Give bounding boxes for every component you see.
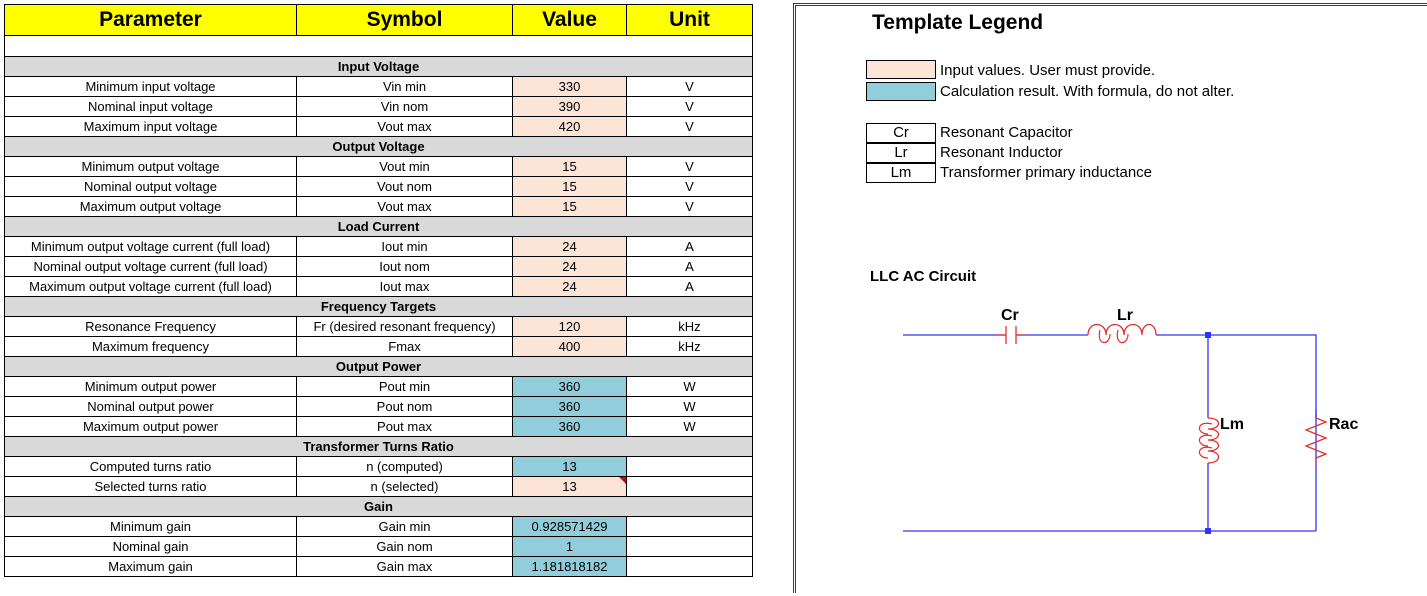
section-title[interactable]: Input Voltage <box>5 57 753 77</box>
table-row <box>5 197 753 217</box>
value-cell[interactable]: 390 <box>513 97 627 117</box>
section-input-voltage <box>5 57 753 77</box>
value-cell[interactable]: 15 <box>513 157 627 177</box>
section-load-current <box>5 217 753 237</box>
unit-cell[interactable] <box>627 457 753 477</box>
label-lr: Lr <box>1117 307 1133 324</box>
symbol-cell[interactable]: n (computed) <box>297 457 513 477</box>
section-output-power <box>5 357 753 377</box>
table-row <box>5 417 753 437</box>
parameter-cell[interactable]: Nominal output voltage <box>5 177 297 197</box>
section-frequency-targets <box>5 297 753 317</box>
parameter-cell[interactable]: Resonance Frequency <box>5 317 297 337</box>
unit-cell[interactable]: kHz <box>627 337 753 357</box>
capacitor-cr <box>996 326 1026 344</box>
blank-row <box>5 36 753 57</box>
blank-cell[interactable] <box>5 36 753 57</box>
symbol-cell[interactable]: Fr (desired resonant frequency) <box>297 317 513 337</box>
section-title[interactable]: Load Current <box>5 217 753 237</box>
symbol-cr: Cr <box>866 123 936 143</box>
symbol-lr: Lr <box>866 143 936 163</box>
table-row <box>5 177 753 197</box>
label-cr: Cr <box>1001 307 1019 324</box>
unit-cell[interactable]: V <box>627 197 753 217</box>
parameter-cell[interactable]: Maximum frequency <box>5 337 297 357</box>
table-row <box>5 377 753 397</box>
table-row <box>5 477 753 497</box>
unit-cell[interactable]: V <box>627 77 753 97</box>
value-cell[interactable]: 400 <box>513 337 627 357</box>
symbol-cell[interactable]: Vout nom <box>297 177 513 197</box>
parameter-cell[interactable]: Maximum output voltage current (full load) <box>5 277 297 297</box>
value-cell[interactable]: 24 <box>513 277 627 297</box>
symbol-cell[interactable]: Gain nom <box>297 537 513 557</box>
value-cell[interactable]: 0.928571429 <box>513 517 627 537</box>
parameter-cell[interactable]: Minimum output power <box>5 377 297 397</box>
unit-cell[interactable]: V <box>627 157 753 177</box>
symbol-lm: Lm <box>866 163 936 183</box>
section-title[interactable]: Gain <box>5 497 753 517</box>
unit-cell[interactable]: W <box>627 397 753 417</box>
section-output-voltage <box>5 137 753 157</box>
header-row <box>5 5 753 36</box>
value-cell[interactable]: 420 <box>513 117 627 137</box>
symbol-cell[interactable]: Vout max <box>297 117 513 137</box>
section-title[interactable]: Frequency Targets <box>5 297 753 317</box>
value-cell[interactable]: 360 <box>513 397 627 417</box>
value-cell[interactable]: 330 <box>513 77 627 97</box>
table-row <box>5 117 753 137</box>
table-row <box>5 317 753 337</box>
value-cell[interactable]: 1 <box>513 537 627 557</box>
section-title[interactable]: Output Power <box>5 357 753 377</box>
symbol-cell[interactable]: Vout min <box>297 157 513 177</box>
parameter-cell[interactable]: Minimum gain <box>5 517 297 537</box>
unit-cell[interactable] <box>627 477 753 497</box>
parameter-cell[interactable]: Nominal input voltage <box>5 97 297 117</box>
parameter-cell[interactable]: Nominal gain <box>5 537 297 557</box>
symbol-cell[interactable]: n (selected) <box>297 477 513 497</box>
parameter-cell[interactable]: Maximum output voltage <box>5 197 297 217</box>
table-row <box>5 457 753 477</box>
input-legend-text: Input values. User must provide. <box>940 62 1156 79</box>
parameter-cell[interactable]: Minimum output voltage <box>5 157 297 177</box>
table-row <box>5 397 753 417</box>
table-row <box>5 537 753 557</box>
header-parameter[interactable]: Parameter <box>5 5 297 36</box>
unit-cell[interactable]: W <box>627 377 753 397</box>
table-row <box>5 257 753 277</box>
parameter-cell[interactable]: Maximum output power <box>5 417 297 437</box>
junction-bottom <box>1205 528 1211 534</box>
value-cell[interactable]: 24 <box>513 237 627 257</box>
table-row <box>5 517 753 537</box>
inductor-lr <box>1088 325 1156 343</box>
parameter-table <box>4 4 753 577</box>
section-title[interactable]: Output Voltage <box>5 137 753 157</box>
parameter-cell[interactable]: Maximum input voltage <box>5 117 297 137</box>
symbol-cell[interactable]: Vin min <box>297 77 513 97</box>
symbol-cell[interactable]: Fmax <box>297 337 513 357</box>
parameter-cell[interactable]: Nominal output power <box>5 397 297 417</box>
parameter-cell[interactable]: Selected turns ratio <box>5 477 297 497</box>
parameter-cell[interactable]: Nominal output voltage current (full load) <box>5 257 297 277</box>
parameter-cell[interactable]: Computed turns ratio <box>5 457 297 477</box>
value-cell[interactable]: 1.181818182 <box>513 557 627 577</box>
unit-cell[interactable]: kHz <box>627 317 753 337</box>
section-title[interactable]: Transformer Turns Ratio <box>5 437 753 457</box>
inductor-lm <box>1199 418 1218 463</box>
value-cell[interactable]: 13 <box>513 457 627 477</box>
table-row <box>5 157 753 177</box>
parameter-cell[interactable]: Maximum gain <box>5 557 297 577</box>
symbol-lr-description: Resonant Inductor <box>940 144 1063 161</box>
unit-cell[interactable]: V <box>627 177 753 197</box>
legend-title: Template Legend <box>872 11 1044 34</box>
symbol-cell[interactable]: Pout min <box>297 377 513 397</box>
header-symbol[interactable]: Symbol <box>297 5 513 36</box>
value-cell[interactable]: 13 <box>513 477 627 497</box>
parameter-sheet <box>4 4 752 577</box>
symbol-cell[interactable]: Gain min <box>297 517 513 537</box>
value-cell[interactable]: 120 <box>513 317 627 337</box>
unit-cell[interactable]: A <box>627 237 753 257</box>
symbol-cr-description: Resonant Capacitor <box>940 124 1073 141</box>
symbol-lm-description: Transformer primary inductance <box>940 164 1153 181</box>
calc-legend-text: Calculation result. With formula, do not alter. <box>940 83 1235 100</box>
unit-cell[interactable] <box>627 537 753 557</box>
unit-cell[interactable]: V <box>627 117 753 137</box>
unit-cell[interactable] <box>627 517 753 537</box>
junction-top <box>1205 332 1211 338</box>
symbol-cell[interactable]: Vout max <box>297 197 513 217</box>
circuit-title: LLC AC Circuit <box>870 268 977 285</box>
unit-cell[interactable] <box>627 557 753 577</box>
symbol-cell[interactable]: Pout max <box>297 417 513 437</box>
value-cell[interactable]: 15 <box>513 177 627 197</box>
section-transformer-turns-ratio <box>5 437 753 457</box>
table-row <box>5 77 753 97</box>
symbol-cell[interactable]: Iout nom <box>297 257 513 277</box>
label-lm: Lm <box>1220 416 1244 433</box>
comment-indicator-icon[interactable] <box>619 477 626 484</box>
unit-cell[interactable]: A <box>627 257 753 277</box>
table-row <box>5 557 753 577</box>
symbol-cell[interactable]: Iout min <box>297 237 513 257</box>
circuit-wires <box>903 335 1316 531</box>
value-cell[interactable]: 24 <box>513 257 627 277</box>
header-unit[interactable]: Unit <box>627 5 753 36</box>
table-row <box>5 337 753 357</box>
symbol-cell[interactable]: Vin nom <box>297 97 513 117</box>
template-legend-panel <box>793 3 1427 593</box>
section-gain <box>5 497 753 517</box>
table-row <box>5 277 753 297</box>
parameter-cell[interactable]: Minimum input voltage <box>5 77 297 97</box>
header-value[interactable]: Value <box>513 5 627 36</box>
table-row <box>5 237 753 257</box>
label-rac: Rac <box>1329 416 1359 433</box>
value-cell[interactable]: 15 <box>513 197 627 217</box>
unit-cell[interactable]: A <box>627 277 753 297</box>
unit-cell[interactable]: V <box>627 97 753 117</box>
parameter-cell[interactable]: Minimum output voltage current (full load) <box>5 237 297 257</box>
symbol-cell[interactable]: Pout nom <box>297 397 513 417</box>
unit-cell[interactable]: W <box>627 417 753 437</box>
value-cell[interactable]: 360 <box>513 417 627 437</box>
value-cell[interactable]: 360 <box>513 377 627 397</box>
symbol-cell[interactable]: Gain max <box>297 557 513 577</box>
wire-top-to-rac <box>1156 335 1316 531</box>
symbol-cell[interactable]: Iout max <box>297 277 513 297</box>
llc-circuit-diagram <box>796 6 1427 596</box>
table-row <box>5 97 753 117</box>
